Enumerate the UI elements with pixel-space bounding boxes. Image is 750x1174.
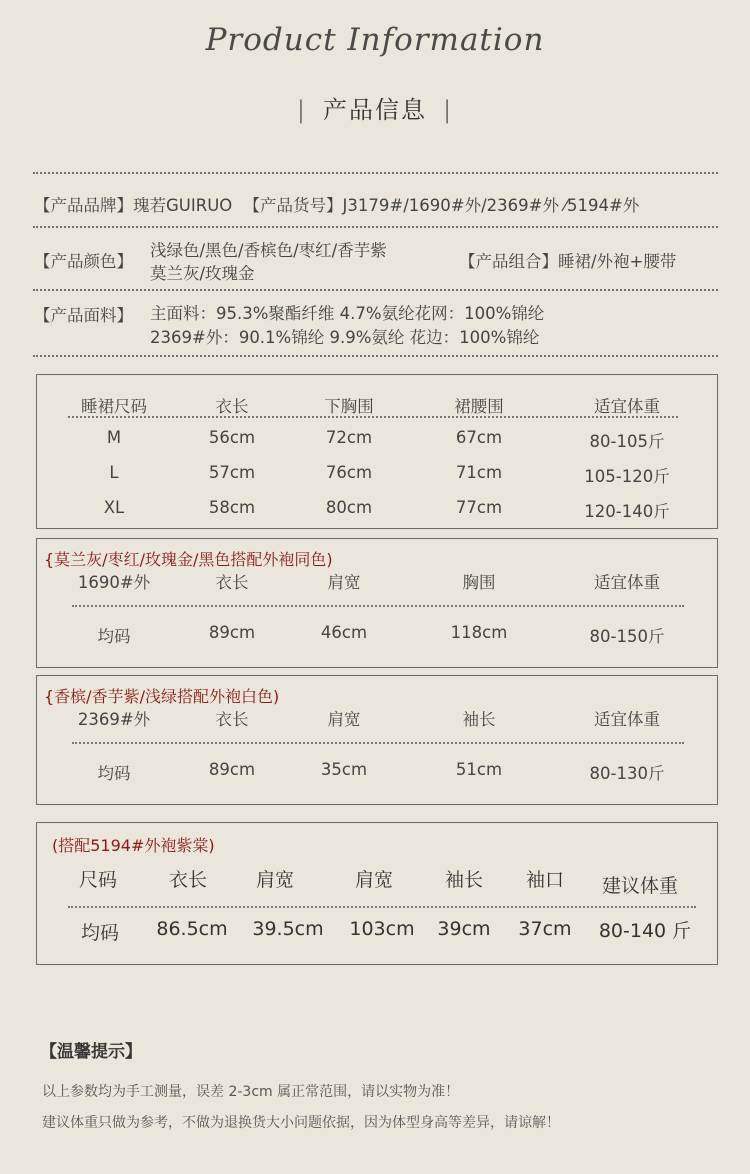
color-value-line1: 浅绿色/黑色/香槟色/枣红/香芋紫 xyxy=(150,241,387,260)
code-value: J3179#/1690#外/2369#外 ⁄5194#外 xyxy=(342,196,640,215)
title-bar-left: | xyxy=(296,96,307,124)
t4-header: 肩宽 xyxy=(255,869,295,891)
t4-header: 衣长 xyxy=(168,869,208,891)
t4-cell: 103cm xyxy=(349,918,415,940)
divider xyxy=(33,172,718,174)
t1-cell: 67cm xyxy=(455,428,503,447)
color-label: 【产品颜色】 xyxy=(34,252,133,271)
code-label: 【产品货号】 xyxy=(243,196,343,215)
tips-line-1: 以上参数均为手工测量，误差 2-3cm 属正常范围，请以实物为准！ xyxy=(42,1084,460,1100)
t2-header-divider xyxy=(72,605,684,607)
t3-header: 肩宽 xyxy=(327,710,361,729)
t4-cell: 37cm xyxy=(518,918,572,940)
t1-header: 下胸围 xyxy=(324,397,374,416)
tips-title: 【温馨提示】 xyxy=(40,1042,142,1062)
t3-cell: 35cm xyxy=(320,760,368,779)
t2-cell: 46cm xyxy=(320,623,368,642)
t4-header: 袖口 xyxy=(525,869,565,891)
t1-cell: 80-105斤 xyxy=(589,432,665,451)
t1-cell: 120-140斤 xyxy=(584,502,670,521)
fabric-value-line2: 2369#外：90.1%锦纶 9.9%氨纶 花边：100%锦纶 xyxy=(150,328,540,347)
t4-cell: 86.5cm xyxy=(156,918,228,940)
t4-header: 肩宽 xyxy=(354,869,394,891)
t1-header-divider xyxy=(68,416,678,418)
t1-cell: 76cm xyxy=(325,463,373,482)
t1-cell: M xyxy=(106,428,122,447)
divider xyxy=(33,289,718,291)
combo-info xyxy=(459,248,676,272)
t3-header: 2369#外 xyxy=(77,710,151,729)
color-value-line2: 莫兰灰/玫瑰金 xyxy=(150,264,255,283)
t1-header: 衣长 xyxy=(215,397,249,416)
t2-cell: 80-150斤 xyxy=(589,627,665,646)
t1-cell: L xyxy=(109,463,119,482)
t1-cell: 57cm xyxy=(208,463,256,482)
t2-note: {莫兰灰/枣红/玫瑰金/黑色搭配外袍同色) xyxy=(44,550,333,569)
t3-cell: 89cm xyxy=(208,760,256,779)
t1-cell: XL xyxy=(103,498,125,517)
fabric-value-line1: 主面料：95.3%聚酯纤维 4.7%氨纶花网：100%锦纶 xyxy=(150,304,545,323)
t3-cell: 80-130斤 xyxy=(589,764,665,783)
t2-header: 1690#外 xyxy=(77,573,151,592)
t1-cell: 105-120斤 xyxy=(584,467,670,486)
t4-cell: 39cm xyxy=(437,918,491,940)
brand-label: 【产品品牌】 xyxy=(34,196,133,215)
t4-header: 袖长 xyxy=(444,869,484,891)
t2-cell: 均码 xyxy=(97,627,131,646)
brand-value: 瑰若GUIRUO xyxy=(133,196,233,215)
t4-header: 尺码 xyxy=(78,869,118,891)
t4-cell: 80-140 斤 xyxy=(598,920,692,942)
combo-label: 【产品组合】 xyxy=(459,252,558,271)
brand-info xyxy=(34,192,639,216)
divider xyxy=(33,355,718,357)
t2-header: 胸围 xyxy=(462,573,496,592)
tips-line-2: 建议体重只做为参考，不做为退换货大小问题依据，因为体型身高等差异，请谅解！ xyxy=(42,1115,560,1131)
t2-header: 衣长 xyxy=(215,573,249,592)
t1-cell: 58cm xyxy=(208,498,256,517)
t3-note: {香槟/香芋紫/浅绿搭配外袍白色) xyxy=(44,687,280,706)
title-bar-right: | xyxy=(443,96,454,124)
chinese-title xyxy=(0,90,750,125)
t1-cell: 77cm xyxy=(455,498,503,517)
t1-header: 适宜体重 xyxy=(594,397,660,416)
t4-note: (搭配5194#外袍紫棠) xyxy=(52,836,215,855)
t3-cell: 51cm xyxy=(455,760,503,779)
t2-header: 肩宽 xyxy=(327,573,361,592)
t1-cell: 56cm xyxy=(208,428,256,447)
t4-header: 建议体重 xyxy=(601,875,679,897)
t1-cell: 80cm xyxy=(325,498,373,517)
t1-header: 裙腰围 xyxy=(454,397,504,416)
t3-header: 衣长 xyxy=(215,710,249,729)
t3-header: 袖长 xyxy=(462,710,496,729)
t2-cell: 89cm xyxy=(208,623,256,642)
t2-cell: 118cm xyxy=(450,623,508,642)
t1-header: 睡裙尺码 xyxy=(81,397,147,416)
t3-cell: 均码 xyxy=(97,764,131,783)
combo-value: 睡裙/外袍+腰带 xyxy=(558,252,677,271)
t4-cell: 39.5cm xyxy=(252,918,324,940)
t4-header-divider xyxy=(68,906,696,908)
t3-header: 适宜体重 xyxy=(594,710,660,729)
t1-cell: 72cm xyxy=(325,428,373,447)
english-title: Product Information xyxy=(205,22,545,58)
t3-header-divider xyxy=(72,742,684,744)
title-text: 产品信息 xyxy=(323,96,427,124)
t2-header: 适宜体重 xyxy=(594,573,660,592)
t4-cell: 均码 xyxy=(80,922,120,944)
fabric-label: 【产品面料】 xyxy=(34,306,133,325)
divider xyxy=(33,226,718,228)
t1-cell: 71cm xyxy=(455,463,503,482)
